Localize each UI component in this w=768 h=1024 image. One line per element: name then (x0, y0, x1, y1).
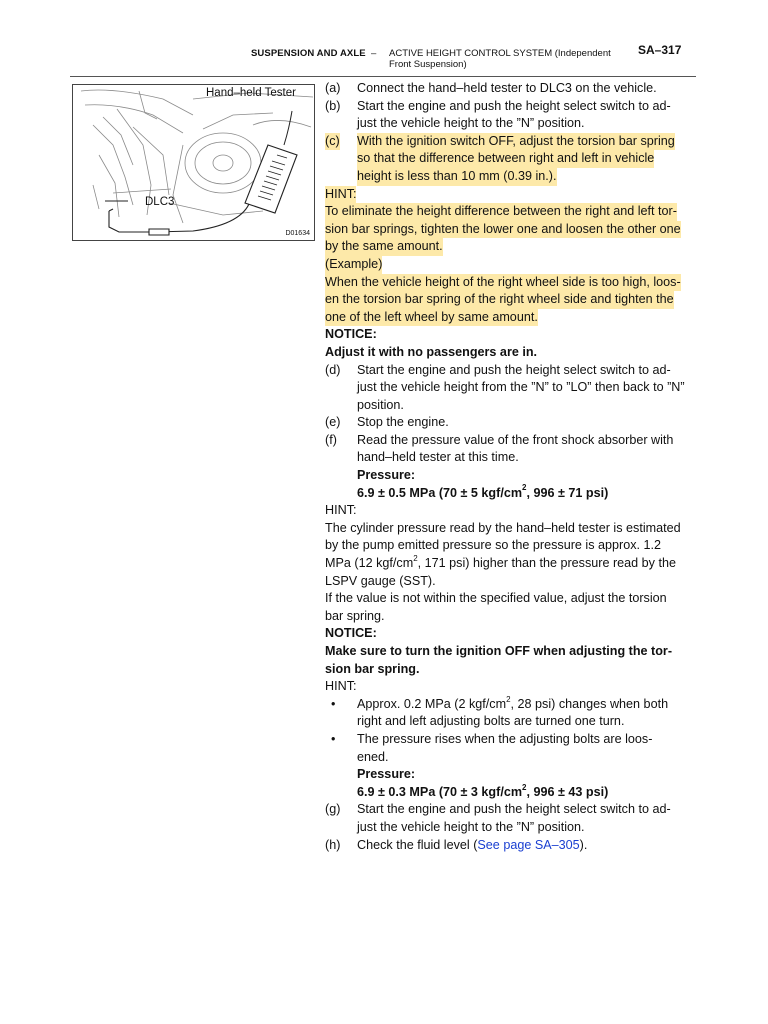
step-d-line3 (325, 397, 685, 415)
pressure-spec-value (325, 485, 685, 503)
step-c-line1 (325, 133, 685, 151)
notice-label: NOTICE: (325, 626, 377, 641)
step-d-text: Start the engine and push the height select switch to ad- (357, 362, 671, 377)
hint2-line2 (325, 537, 685, 555)
step-b-line2 (325, 115, 685, 133)
hint-heading (325, 186, 685, 204)
hint-line3 (325, 238, 685, 256)
step-g-text: just the vehicle height to the ”N” position. (357, 819, 585, 834)
step-d-line1 (325, 362, 685, 380)
page-number: SA–317 (638, 43, 682, 57)
example-line2 (325, 291, 685, 309)
pressure-label: Pressure: (357, 767, 416, 782)
superscript: 2 (522, 483, 527, 493)
hint-text-part: , 171 psi) higher than the pressure read by the (417, 556, 676, 571)
hint2-line6 (325, 608, 685, 626)
bullet-text: right and left adjusting bolts are turned one turn. (357, 714, 625, 729)
bullet-text-part: Approx. 0.2 MPa (2 kgf/cm (357, 696, 507, 711)
hint-text-part: MPa (12 kgf/cm (325, 556, 414, 571)
step-d-line2 (325, 379, 685, 397)
notice-text: Make sure to turn the ignition OFF when adjusting the tor- (325, 644, 673, 658)
hint-text: bar spring. (325, 608, 385, 623)
bullet2-line2 (325, 749, 685, 767)
notice-text: sion bar spring. (325, 661, 420, 676)
step-c-text: height is less than 10 mm (0.39 in.). (357, 168, 557, 186)
bullet-text: The pressure rises when the adjusting bolts are loos- (357, 731, 653, 746)
tester-connection-figure (72, 84, 315, 241)
chapter-title-line1: ACTIVE HEIGHT CONTROL SYSTEM (Independent (389, 48, 611, 59)
step-b-text: Start the engine and push the height select switch to ad- (357, 98, 671, 113)
dashboard-illustration (73, 85, 314, 240)
pressure-value (357, 485, 608, 503)
notice2-line2 (325, 661, 685, 679)
example-line1 (325, 274, 685, 292)
dlc3-label: DLC3 (145, 196, 175, 208)
hint-text: sion bar springs, tighten the lower one and loosen the other one (325, 221, 681, 239)
section-title: SUSPENSION AND AXLE (251, 48, 366, 59)
hint-line2 (325, 221, 685, 239)
step-d-text: just the vehicle height from the ”N” to ”LO” then back to ”N” (357, 380, 685, 395)
step-a-text: Connect the hand–held tester to DLC3 on the vehicle. (357, 81, 657, 95)
hint-label: HINT: (325, 503, 357, 518)
pressure-label: Pressure: (357, 468, 416, 483)
notice2-heading (325, 625, 685, 643)
example-heading (325, 256, 685, 274)
pressure2-spec-label (325, 766, 685, 784)
hint-label: HINT: (325, 186, 356, 204)
notice-text: Adjust it with no passengers are in. (325, 344, 538, 359)
superscript: 2 (413, 553, 418, 563)
page-header (0, 42, 768, 76)
notice-heading (325, 326, 685, 344)
step-e-text: Stop the engine. (357, 415, 449, 430)
notice2-line1 (325, 643, 685, 661)
example-text: one of the left wheel by same amount. (325, 309, 538, 327)
bullet-text (357, 696, 668, 714)
pressure2-spec-value (325, 784, 685, 802)
hint3-heading (325, 678, 685, 696)
procedure-text (325, 80, 685, 854)
bullet1-line2 (325, 713, 685, 731)
step-g-line2 (325, 819, 685, 837)
step-h-label: (h) (325, 837, 341, 852)
bullet-icon: • (331, 696, 336, 711)
notice-label: NOTICE: (325, 327, 377, 342)
chapter-title (389, 48, 614, 70)
hint-text: To eliminate the height difference between the right and left tor- (325, 203, 677, 221)
step-c-text: so that the difference between right and left in vehicle (357, 150, 654, 168)
step-b-text: just the vehicle height to the ”N” position. (357, 116, 585, 131)
hint-text: by the pump emitted pressure so the pressure is approx. 1.2 (325, 538, 662, 553)
step-a-label: (a) (325, 81, 341, 95)
notice-text (325, 344, 685, 362)
step-b-line1 (325, 98, 685, 116)
see-page-link[interactable]: See page SA–305 (477, 837, 580, 852)
example-text: en the torsion bar spring of the right wheel side and tighten the (325, 291, 674, 309)
step-h (325, 837, 685, 855)
step-b-label: (b) (325, 98, 341, 113)
bullet-icon: • (331, 731, 336, 746)
step-g-line1 (325, 801, 685, 819)
hint-text: by the same amount. (325, 238, 443, 256)
hint2-line5 (325, 590, 685, 608)
example-label: (Example) (325, 256, 382, 274)
hint2-line4 (325, 573, 685, 591)
hand-held-tester-label: Hand–held Tester (206, 87, 296, 99)
bullet-text: ened. (357, 749, 389, 764)
step-g-label: (g) (325, 802, 341, 817)
step-g-text: Start the engine and push the height select switch to ad- (357, 802, 671, 817)
superscript: 2 (506, 694, 511, 704)
bullet2-line1 (325, 731, 685, 749)
step-f-label: (f) (325, 432, 337, 447)
step-e (325, 414, 685, 432)
step-c-line3 (325, 168, 685, 186)
header-rule (70, 76, 696, 77)
hint-text: If the value is not within the specified value, adjust the torsion (325, 591, 667, 606)
pressure-value (357, 784, 608, 802)
hint-label: HINT: (325, 679, 357, 694)
pressure-spec-label (325, 467, 685, 485)
hint-text: LSPV gauge (SST). (325, 573, 436, 588)
step-c-text: With the ignition switch OFF, adjust the torsion bar spring (357, 133, 675, 151)
step-d-text: position. (357, 397, 404, 412)
chapter-title-line2: Front Suspension) (389, 59, 467, 70)
pressure-value-text: , 996 ± 43 psi) (526, 784, 609, 799)
step-e-label: (e) (325, 415, 341, 430)
hint-text: The cylinder pressure read by the hand–held tester is estimated (325, 520, 681, 535)
hint2-heading (325, 502, 685, 520)
example-line3 (325, 309, 685, 327)
step-f-line2 (325, 449, 685, 467)
step-c-line2 (325, 150, 685, 168)
step-f-line1 (325, 432, 685, 450)
hint2-line3 (325, 555, 685, 573)
pressure-value-text: 6.9 ± 0.3 MPa (70 ± 3 kgf/cm (357, 784, 523, 799)
figure-code: D01634 (285, 230, 310, 237)
hint2-line1 (325, 520, 685, 538)
step-f-text: hand–held tester at this time. (357, 450, 519, 465)
step-f-text: Read the pressure value of the front shock absorber with (357, 432, 674, 447)
step-h-text-part: Check the fluid level ( (357, 837, 478, 852)
step-h-text-part: ). (579, 837, 588, 852)
hint-line1 (325, 203, 685, 221)
step-d-label: (d) (325, 362, 341, 377)
pressure-value-text: , 996 ± 71 psi) (526, 485, 609, 500)
header-dash: – (371, 48, 377, 59)
step-c-label: (c) (325, 133, 340, 151)
step-h-text (357, 837, 587, 855)
bullet-text-part: , 28 psi) changes when both (510, 696, 669, 711)
pressure-value-text: 6.9 ± 0.5 MPa (70 ± 5 kgf/cm (357, 485, 523, 500)
example-text: When the vehicle height of the right wheel side is too high, loos- (325, 274, 681, 292)
bullet1-line1 (325, 696, 685, 714)
step-a (325, 80, 685, 98)
hint-text (325, 555, 676, 573)
superscript: 2 (522, 782, 527, 792)
